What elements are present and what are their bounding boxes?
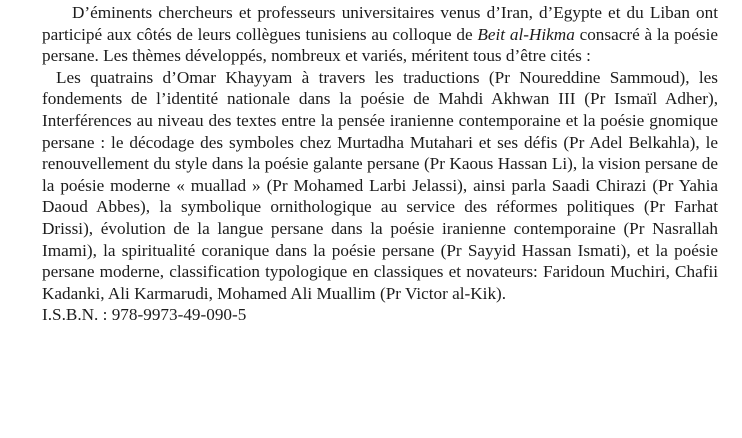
isbn-line: I.S.B.N. : 978-9973-49-090-5: [42, 305, 247, 325]
colloquium-name: Beit al-Hikma: [477, 24, 575, 44]
text-block: [42, 2, 718, 326]
intro-text-start: D’éminents chercheurs et professeurs universitaires venus d’Iran, d’Egypte et du Liban ont participé aux côtés de leurs collègues tunisiens au colloque de: [42, 3, 718, 44]
intro-paragraph: [42, 2, 718, 67]
themes-paragraph: Les quatrains d’Omar Khayyam à travers les traductions (Pr Noureddine Sammoud), les fondements de l’identité nationale dans la poésie de Mahdi Akhwan III (Pr Ismaïl Adher), Interférences au niveau des textes entre la pensée iranienne contemporaine et la poésie gnomique persane : le décodage des symboles chez Murtadha Mutahari et ses défis (Pr Adel Belkahla), le renouvellement du style dans la poésie galante persane (Pr Kaous Hassan Li), la vision persane de la poésie moderne « muallad » (Pr Mohamed Larbi Jelassi), ainsi parla Saadi Chirazi (Pr Yahia Daoud Abbes), la symbolique ornithologique au service des réformes politiques (Pr Farhat Drissi), évolution de la langue persane dans la poésie iranienne contemporaine (Pr Nasrallah Imami), la spiritualité coranique dans la poésie persane (Pr Sayyid Hassan Ismati), et la poésie persane moderne, classification typologique en classiques et novateurs: Faridoun Muchiri, Chafii Kadanki, Ali Karmarudi, Mohamed Ali Muallim (Pr Victor al-Kik).: [42, 67, 718, 303]
intro-text-end: consacré à la poésie persane. Les thèmes développés, nombreux et variés, méritent tous d’être cités :: [42, 24, 718, 66]
